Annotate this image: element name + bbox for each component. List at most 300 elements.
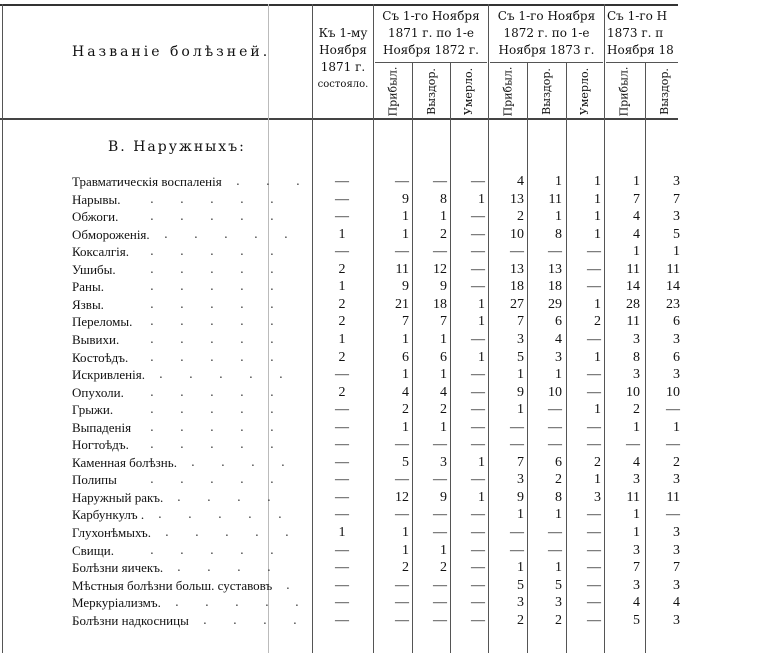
cell-value: 4: [402, 384, 409, 400]
leader-dot: .: [150, 331, 154, 346]
leader-dot: .: [281, 454, 285, 469]
cell-value: —: [587, 261, 601, 277]
subcolumn-header: [450, 66, 488, 116]
leader-dot: .: [224, 226, 228, 241]
subcolumn-header: [412, 66, 450, 116]
leader-dot: .: [240, 402, 244, 417]
leader-dot: .: [180, 244, 184, 259]
leader-dot: .: [240, 209, 244, 224]
cell-value: —: [587, 525, 601, 540]
leader-dot: .: [270, 472, 274, 487]
leader-dot: .: [270, 331, 274, 346]
cell-value: 3: [673, 174, 680, 189]
leader-dot: .: [150, 542, 154, 557]
cell-value: 18: [548, 279, 562, 295]
cell-value: 1: [338, 331, 346, 347]
cell-value: 9: [517, 489, 524, 505]
cell-value: —: [510, 542, 524, 558]
cell-value: 9: [517, 384, 524, 400]
leader-dot: .: [270, 296, 274, 311]
cell-value: 1: [594, 349, 601, 365]
cell-value: 2: [633, 402, 640, 418]
leader-dot: .: [210, 331, 214, 346]
leader-dot: .: [240, 384, 244, 399]
disease-name: Костоѣдъ.: [72, 349, 129, 365]
cell-value: —: [335, 454, 349, 470]
cell-value: 3: [673, 525, 680, 540]
table-row: [0, 401, 760, 418]
cell-value: —: [335, 191, 349, 207]
leader-dot: .: [191, 454, 195, 469]
disease-name: Ногтоѣдъ.: [72, 437, 129, 453]
cell-value: 9: [440, 489, 447, 505]
cell-value: 3: [673, 577, 680, 593]
cell-value: 3: [594, 489, 601, 505]
cell-value: —: [510, 244, 524, 260]
leader-dot: .: [295, 595, 299, 610]
leader-dot: .: [249, 367, 253, 382]
leader-dot: .: [248, 507, 252, 522]
leader-dot: .: [270, 279, 274, 294]
leader-dot: .: [195, 525, 199, 539]
cell-value: 11: [626, 489, 640, 505]
header-period-1872: [488, 8, 605, 59]
cell-value: 3: [555, 349, 562, 365]
cell-value: 1: [555, 367, 562, 383]
cell-value: 4: [633, 595, 640, 611]
cell-value: 18: [510, 279, 524, 295]
cell-value: 6: [440, 349, 447, 365]
cell-value: —: [395, 612, 409, 628]
cell-value: 2: [673, 454, 680, 470]
cell-value: 1: [478, 349, 485, 365]
cell-value: 5: [633, 612, 640, 628]
leader-dot: .: [180, 542, 184, 557]
disease-name: Нарывы.: [72, 191, 121, 207]
cell-value: 5: [673, 226, 680, 242]
leader-dot: .: [240, 296, 244, 311]
cell-value: 10: [666, 384, 680, 400]
cell-value: 12: [395, 489, 409, 505]
cell-value: 1: [440, 419, 447, 435]
cell-value: 3: [517, 331, 524, 347]
cell-value: —: [471, 367, 485, 383]
header-line: Съ 1-го Ноября: [382, 9, 480, 23]
cell-value: —: [471, 279, 485, 295]
leader-dot: .: [240, 244, 244, 259]
cell-value: —: [335, 489, 349, 505]
cell-value: —: [587, 612, 601, 628]
cell-value: 1: [555, 560, 562, 576]
cell-value: 1: [517, 367, 524, 383]
leader-dot: .: [180, 437, 184, 452]
table-row: [0, 559, 760, 576]
leader-dot: .: [188, 507, 192, 522]
cell-value: 11: [626, 261, 640, 277]
cell-value: 13: [510, 261, 524, 277]
cell-value: —: [587, 595, 601, 611]
leader-dot: .: [150, 384, 154, 399]
cell-value: 2: [338, 384, 346, 400]
cell-value: 3: [673, 331, 680, 347]
cell-value: 1: [594, 402, 601, 418]
cell-value: —: [666, 507, 680, 523]
cell-value: 7: [673, 191, 680, 207]
cell-value: —: [335, 209, 349, 225]
cell-value: 5: [517, 349, 524, 365]
cell-value: 2: [555, 472, 562, 488]
cell-value: 1: [555, 174, 562, 189]
leader-dot: .: [210, 261, 214, 276]
cell-value: —: [335, 577, 349, 593]
top-rule: [0, 4, 678, 6]
leader-dot: .: [189, 367, 193, 382]
cell-value: —: [471, 209, 485, 225]
leader-dot: .: [240, 419, 244, 434]
leader-dot: .: [235, 595, 239, 610]
cell-value: 2: [594, 314, 601, 330]
cell-value: 2: [440, 226, 447, 242]
cell-value: —: [335, 542, 349, 558]
header-rule: [0, 118, 678, 120]
leader-dot: .: [150, 419, 154, 434]
leader-dot: .: [180, 279, 184, 294]
cell-value: 1: [594, 226, 601, 242]
cell-value: —: [587, 244, 601, 260]
cell-value: —: [548, 402, 562, 418]
disease-name: Вывихи.: [72, 331, 120, 347]
cell-value: —: [433, 244, 447, 260]
cell-value: —: [548, 419, 562, 435]
header-line: Съ 1-го Н: [607, 9, 668, 23]
leader-dot: .: [267, 560, 271, 575]
cell-value: 3: [673, 472, 680, 488]
cell-value: 4: [517, 174, 524, 189]
cell-value: 1: [402, 525, 409, 540]
cell-value: 1: [402, 209, 409, 225]
cell-value: 1: [517, 560, 524, 576]
disease-name: Наружный ракъ.: [72, 489, 164, 505]
leader-dot: .: [177, 560, 181, 575]
table-row: [0, 296, 760, 313]
cell-value: 2: [402, 560, 409, 576]
cell-value: 6: [402, 349, 409, 365]
cell-value: 6: [673, 349, 680, 365]
cell-value: 1: [594, 209, 601, 225]
leader-dot: .: [254, 226, 258, 241]
leader-dot: .: [150, 314, 154, 329]
cell-value: —: [433, 595, 447, 611]
cell-value: 6: [555, 454, 562, 470]
cell-value: —: [395, 437, 409, 453]
cell-value: —: [335, 174, 349, 189]
cell-value: 1: [633, 174, 640, 189]
table-row: [0, 594, 760, 611]
cell-value: 8: [440, 191, 447, 207]
cell-value: 9: [402, 191, 409, 207]
cell-value: 1: [402, 226, 409, 242]
cell-value: —: [471, 174, 485, 189]
cell-value: —: [471, 384, 485, 400]
cell-value: —: [548, 244, 562, 260]
leader-dot: .: [240, 331, 244, 346]
cell-value: 6: [673, 314, 680, 330]
cell-value: —: [335, 472, 349, 488]
cell-value: 3: [440, 454, 447, 470]
cell-value: —: [335, 507, 349, 523]
disease-name: Коксалгія.: [72, 244, 129, 260]
cell-value: 1: [402, 542, 409, 558]
cell-value: 1: [478, 296, 485, 312]
leader-dot: .: [210, 384, 214, 399]
cell-value: 2: [338, 349, 346, 365]
cell-value: 2: [594, 454, 601, 470]
header-line: 1872 г. по 1-е: [503, 26, 590, 40]
subcolumn-header: [527, 66, 565, 116]
table-row: [0, 471, 760, 488]
leader-dot: .: [251, 454, 255, 469]
cell-value: 3: [633, 577, 640, 593]
cell-value: 10: [626, 384, 640, 400]
leader-dot: .: [296, 174, 300, 188]
cell-value: 7: [633, 191, 640, 207]
disease-name: Переломы.: [72, 314, 133, 330]
leader-dot: .: [266, 174, 270, 188]
disease-name: Язвы.: [72, 296, 104, 312]
subcolumn-header: [605, 66, 643, 116]
header-line: Къ 1-му: [318, 26, 368, 40]
disease-name: Обмороженія.: [72, 226, 150, 242]
cell-value: —: [395, 244, 409, 260]
cell-value: 2: [517, 209, 524, 225]
leader-dot: .: [205, 595, 209, 610]
leader-dot: .: [194, 226, 198, 241]
disease-name: Болѣзни яичекъ.: [72, 560, 164, 576]
cell-value: 12: [433, 261, 447, 277]
cell-value: 11: [666, 261, 680, 277]
cell-value: —: [395, 174, 409, 189]
leader-dot: .: [207, 489, 211, 504]
header-line: 1871 г. по 1-е: [387, 26, 475, 40]
table-row: [0, 191, 760, 208]
leader-dot: .: [180, 261, 184, 276]
disease-name: Ушибы.: [72, 261, 116, 277]
leader-dot: .: [270, 314, 274, 329]
cell-value: 11: [395, 261, 409, 277]
leader-dot: .: [270, 209, 274, 224]
cell-value: 1: [594, 296, 601, 312]
leader-dot: .: [279, 367, 283, 382]
cell-value: —: [587, 437, 601, 453]
cell-value: —: [471, 419, 485, 435]
leader-dot: .: [240, 261, 244, 276]
disease-name: Раны.: [72, 279, 104, 295]
cell-value: —: [433, 174, 447, 189]
cell-value: 2: [402, 402, 409, 418]
leader-dot: .: [240, 314, 244, 329]
leader-dot: .: [150, 349, 154, 364]
cell-value: 2: [517, 612, 524, 628]
cell-value: —: [433, 577, 447, 593]
cell-value: —: [626, 437, 640, 453]
leader-dot: .: [263, 612, 267, 627]
table-row: [0, 524, 760, 541]
cell-value: 5: [517, 577, 524, 593]
leader-dot: .: [233, 612, 237, 627]
cell-value: —: [548, 525, 562, 540]
disease-name: Обжоги.: [72, 209, 119, 225]
leader-dot: .: [270, 244, 274, 259]
cell-value: 4: [555, 331, 562, 347]
cell-value: —: [548, 437, 562, 453]
cell-value: 5: [402, 454, 409, 470]
cell-value: —: [471, 472, 485, 488]
header-line: 1873 г. п: [607, 26, 664, 40]
subcolumn-label: Выздор.: [539, 67, 553, 115]
cell-value: —: [587, 577, 601, 593]
leader-dot: .: [240, 279, 244, 294]
leader-dot: .: [150, 437, 154, 452]
leader-dot: .: [210, 542, 214, 557]
cell-value: 4: [633, 454, 640, 470]
leader-dot: .: [236, 174, 240, 188]
disease-name: Меркуріализмъ.: [72, 595, 161, 611]
leader-dot: .: [159, 367, 163, 382]
cell-value: 1: [440, 542, 447, 558]
leader-dot: .: [180, 331, 184, 346]
cell-value: —: [433, 437, 447, 453]
cell-value: —: [471, 331, 485, 347]
subheader-rule: [490, 62, 603, 63]
table-row: [0, 489, 760, 506]
leader-dot: .: [293, 612, 297, 627]
cell-value: 1: [633, 419, 640, 435]
leader-dot: .: [240, 472, 244, 487]
cell-value: 2: [338, 296, 346, 312]
cell-value: 8: [555, 226, 562, 242]
leader-dot: .: [270, 261, 274, 276]
cell-value: 1: [633, 507, 640, 523]
leader-dot: .: [164, 226, 168, 241]
leader-dot: .: [150, 244, 154, 259]
cell-value: —: [395, 507, 409, 523]
leader-dot: .: [237, 489, 241, 504]
cell-value: —: [587, 419, 601, 435]
table-row: [0, 542, 760, 559]
cell-value: —: [471, 244, 485, 260]
cell-value: 14: [666, 279, 680, 295]
table-row: [0, 454, 760, 471]
cell-value: —: [510, 437, 524, 453]
cell-value: —: [471, 560, 485, 576]
cell-value: 7: [517, 314, 524, 330]
leader-dot: .: [150, 209, 154, 224]
table-row: [0, 612, 760, 629]
cell-value: 2: [440, 402, 447, 418]
leader-dot: .: [210, 279, 214, 294]
subcolumn-label: Выздор.: [657, 67, 671, 115]
cell-value: 9: [440, 279, 447, 295]
disease-name: Полипы: [72, 472, 117, 488]
leader-dot: .: [255, 525, 259, 539]
leader-dot: .: [180, 472, 184, 487]
cell-value: 4: [440, 384, 447, 400]
cell-value: 18: [433, 296, 447, 312]
leader-dot: .: [150, 191, 154, 206]
leader-dot: .: [180, 349, 184, 364]
cell-value: —: [471, 402, 485, 418]
cell-value: 4: [633, 209, 640, 225]
cell-value: —: [395, 472, 409, 488]
leader-dot: .: [210, 314, 214, 329]
leader-dot: .: [180, 209, 184, 224]
header-line: 1871 г.: [320, 60, 366, 74]
cell-value: —: [587, 507, 601, 523]
table-row: [0, 331, 760, 348]
cell-value: 1: [673, 419, 680, 435]
table-row: [0, 278, 760, 295]
leader-dot: .: [210, 244, 214, 259]
leader-dot: .: [165, 525, 169, 539]
leader-dot: .: [180, 191, 184, 206]
leader-dot: .: [265, 595, 269, 610]
cell-value: 1: [478, 191, 485, 207]
cell-value: 2: [338, 314, 346, 330]
cell-value: 1: [594, 191, 601, 207]
leader-dot: .: [221, 454, 225, 469]
table-row: [0, 313, 760, 330]
disease-name: Выпаденія: [72, 419, 132, 435]
cell-value: 1: [633, 244, 640, 260]
cell-value: 1: [402, 419, 409, 435]
cell-value: 13: [548, 261, 562, 277]
header-line: Ноября 1872 г.: [382, 43, 479, 57]
cell-value: —: [335, 367, 349, 383]
cell-value: 1: [517, 402, 524, 418]
cell-value: —: [510, 419, 524, 435]
subcolumn-label: Прибыл.: [617, 66, 631, 116]
cell-value: 1: [338, 525, 346, 540]
cell-value: 1: [594, 174, 601, 189]
cell-value: 10: [548, 384, 562, 400]
cell-value: 14: [626, 279, 640, 295]
table-row: [0, 384, 760, 401]
cell-value: —: [471, 261, 485, 277]
cell-value: —: [587, 542, 601, 558]
cell-value: 3: [673, 367, 680, 383]
cell-value: 23: [666, 296, 680, 312]
cell-value: —: [395, 577, 409, 593]
disease-name: Мѣстныя болѣзни больш. суставовъ: [72, 577, 273, 593]
leader-dot: .: [218, 507, 222, 522]
table-row: [0, 366, 760, 383]
table-row: [0, 261, 760, 278]
leader-dot: .: [150, 279, 154, 294]
cell-value: 3: [555, 595, 562, 611]
leader-dot: .: [210, 419, 214, 434]
leader-dot: .: [150, 402, 154, 417]
leader-dot: .: [175, 595, 179, 610]
leader-dot: .: [180, 419, 184, 434]
cell-value: 3: [673, 542, 680, 558]
cell-value: 1: [555, 507, 562, 523]
cell-value: —: [433, 525, 447, 540]
leader-dot: .: [270, 419, 274, 434]
cell-value: 1: [633, 525, 640, 540]
leader-dot: .: [210, 349, 214, 364]
disease-name: Искривленія.: [72, 367, 145, 383]
cell-value: 7: [517, 454, 524, 470]
